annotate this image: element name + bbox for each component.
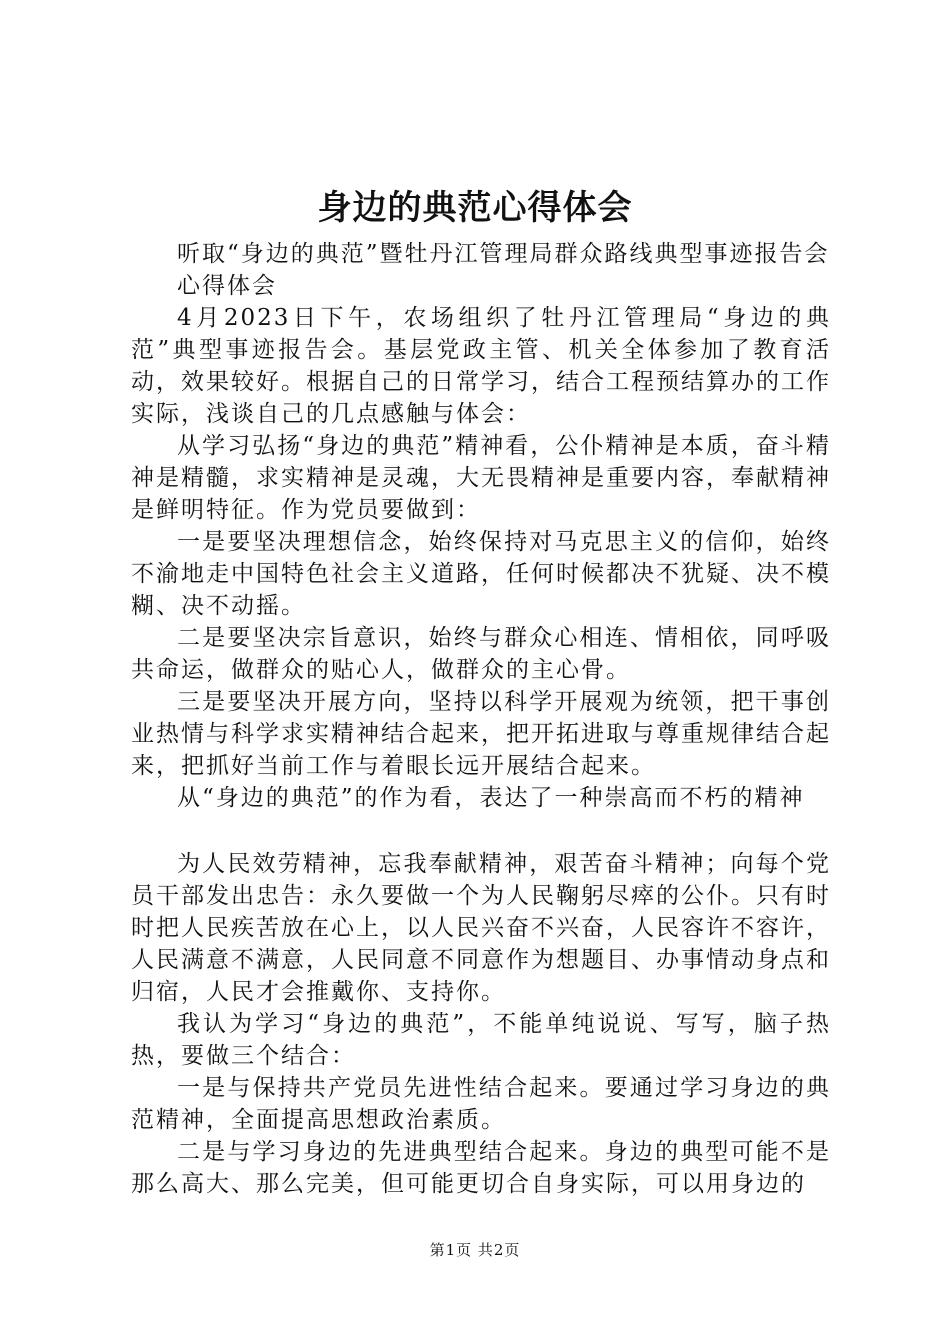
document-body [131, 238, 831, 1200]
paragraph: 一是与保持共产党员先进性结合起来。要通过学习身边的典范精神，全面提高思想政治素质。 [131, 1075, 831, 1133]
paragraph: 听取“身边的典范”暨牡丹江管理局群众路线典型事迹报告会 [177, 241, 830, 267]
document-title: 身边的典范心得体会 [317, 188, 633, 228]
paragraph: 为人民效劳精神，忘我奉献精神，艰苦奋斗精神；向每个党员干部发出忠告：永久要做一个为人民鞠躬尽瘁的公仆。只有时时把人民疾苦放在心上，以人民兴奋不兴奋，人民容许不容许，人民满意不满意，人民同意不同意作为想题目、办事情动身点和归宿，人民才会推戴你、支持你。 [131, 851, 831, 1005]
paragraph: 一是要坚决理想信念，始终保持对马克思主义的信仰，始终不渝地走中国特色社会主义道路，任何时候都决不犹疑、决不模糊、决不动摇。 [131, 529, 831, 619]
paragraph: 我认为学习“身边的典范”，不能单纯说说、写写，脑子热热，要做三个结合： [131, 1011, 831, 1069]
paragraph: 4月2023日下午，农场组织了牡丹江管理局“身边的典范”典型事迹报告会。基层党政主管、机关全体参加了教育活动，效果较好。根据自己的日常学习，结合工程预结算办的工作实际，浅谈自己的几点感触与体会： [131, 305, 831, 427]
paragraph: 三是要坚决开展方向，坚持以科学开展观为统领，把干事创业热情与科学求实精神结合起来，把开拓进取与尊重规律结合起来，把抓好当前工作与着眼长远开展结合起来。 [131, 689, 831, 779]
paragraph: 从学习弘扬“身边的典范”精神看，公仆精神是本质，奋斗精神是精髓，求实精神是灵魂，大无畏精神是重要内容，奉献精神是鲜明特征。作为党员要做到： [131, 433, 831, 523]
paragraph: 从“身边的典范”的作为看，表达了一种崇高而不朽的精神 [177, 785, 805, 811]
paragraph-gap [131, 814, 831, 848]
page-number-footer: 第1页 共2页 [429, 1241, 521, 1259]
paragraph: 心得体会 [177, 273, 277, 299]
paragraph: 二是与学习身边的先进典型结合起来。身边的典型可能不是那么高大、那么完美，但可能更切合自身实际，可以用身边的 [131, 1139, 831, 1197]
paragraph: 二是要坚决宗旨意识，始终与群众心相连、情相依，同呼吸共命运，做群众的贴心人，做群众的主心骨。 [131, 625, 831, 683]
